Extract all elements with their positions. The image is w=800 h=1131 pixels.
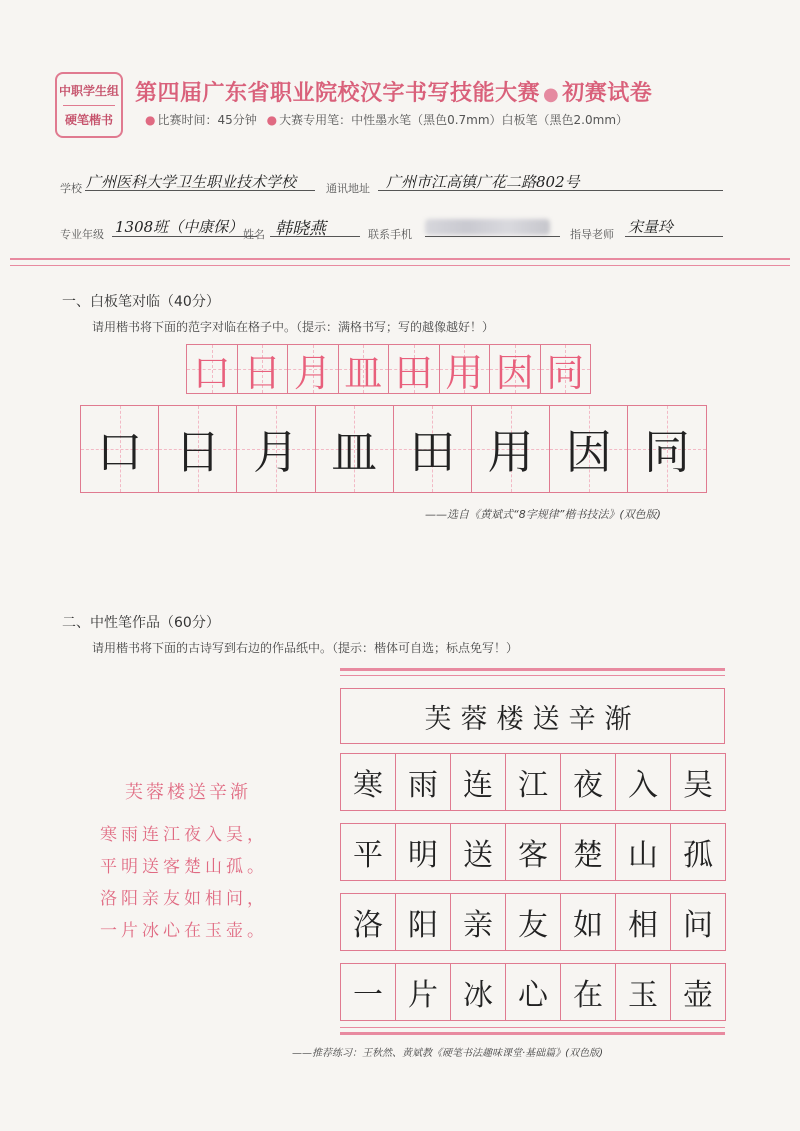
header-divider-thin [10, 265, 790, 266]
school-underline [85, 190, 315, 191]
bullet-icon: ● [266, 113, 278, 127]
model-char: 田 [394, 350, 433, 395]
practice-char: 因 [565, 425, 612, 479]
model-char-cell [338, 344, 390, 394]
teacher-underline [625, 236, 723, 237]
pen-label: 大赛专用笔：中性墨水笔（黑色0.7mm）白板笔（黑色2.0mm） [279, 113, 629, 127]
work-char-cell: 连 [450, 753, 506, 811]
phone-underline [425, 236, 560, 237]
model-char: 同 [546, 350, 585, 395]
work-char-cell: 相 [615, 893, 671, 951]
work-char-cell: 心 [505, 963, 561, 1021]
time-label: 比赛时间：45分钟 [157, 113, 257, 127]
address-underline [378, 190, 723, 191]
section1-title: 一、白板笔对临（40分） [62, 294, 220, 310]
name-underline [270, 236, 360, 237]
work-char-cell: 江 [505, 753, 561, 811]
practice-char-cell [80, 405, 159, 493]
exam-title-sub: 初赛试卷 [562, 81, 653, 106]
work-char-cell: 楚 [560, 823, 616, 881]
practice-char: 同 [643, 425, 690, 479]
address-label: 通讯地址 [326, 182, 370, 195]
section2-source: ——推荐练习：王秋然、黄斌教《硬笔书法趣味课堂·基础篇》(双色版) [292, 1048, 603, 1059]
practice-char: 月 [252, 425, 299, 479]
badge-bottom-label: 硬笔楷书 [64, 112, 113, 127]
school-label: 学校 [60, 182, 82, 195]
practice-char: 田 [409, 425, 456, 479]
work-char-cell: 阳 [395, 893, 451, 951]
work-frame-top-thin [340, 675, 725, 676]
work-char-cell: 冰 [450, 963, 506, 1021]
title-dot-icon: ● [543, 84, 560, 105]
bullet-icon: ● [145, 113, 156, 127]
work-frame-bottom [340, 1032, 725, 1035]
practice-char-cell [236, 405, 315, 493]
poem-line-4: 一片冰心在玉壶。 [100, 921, 268, 941]
work-char-cell: 雨 [395, 753, 451, 811]
major-value: 1308班（中康保） [115, 218, 244, 236]
work-char-cell: 孤 [670, 823, 726, 881]
model-char: 皿 [344, 350, 383, 395]
work-char-cell: 一 [340, 963, 396, 1021]
section1-source: ——选自《黄斌式“8字规律”楷书技法》(双色版) [425, 508, 661, 521]
practice-char: 口 [96, 425, 143, 479]
poem-title: 芙蓉楼送辛渐 [125, 782, 251, 803]
badge-divider [63, 105, 115, 106]
work-char-cell: 在 [560, 963, 616, 1021]
name-label: 姓名 [243, 228, 265, 241]
work-char-cell: 夜 [560, 753, 616, 811]
work-char-cell: 洛 [340, 893, 396, 951]
practice-char-cell [393, 405, 472, 493]
poem-line-1: 寒雨连江夜入吴， [100, 825, 268, 845]
practice-char: 皿 [331, 425, 378, 479]
work-char-cell: 山 [615, 823, 671, 881]
teacher-label: 指导老师 [570, 228, 614, 241]
practice-char: 日 [174, 425, 221, 479]
section2-instruction: 请用楷书将下面的古诗写到右边的作品纸中。（提示：楷体可自选；标点免写！） [92, 641, 519, 655]
poem-line-3: 洛阳亲友如相问， [100, 889, 268, 909]
practice-char-cell [315, 405, 394, 493]
work-char-cell: 片 [395, 963, 451, 1021]
section1-instruction: 请用楷书将下面的范字对临在格子中。（提示：满格书写；写的越像越好！） [92, 320, 495, 334]
model-char: 月 [293, 350, 332, 395]
work-char-cell: 入 [615, 753, 671, 811]
major-label: 专业年级 [60, 228, 104, 241]
work-char-cell: 问 [670, 893, 726, 951]
poem-line-2: 平明送客楚山孤。 [100, 857, 268, 877]
model-char-cell [388, 344, 440, 394]
model-char-cell [287, 344, 339, 394]
work-char-cell: 友 [505, 893, 561, 951]
exam-title [135, 76, 652, 107]
work-char-cell: 送 [450, 823, 506, 881]
group-badge [55, 72, 123, 138]
model-char: 因 [495, 350, 534, 395]
work-char-cell: 玉 [615, 963, 671, 1021]
work-frame-bottom-thin [340, 1027, 725, 1028]
school-value: 广州医科大学卫生职业技术学校 [86, 173, 297, 191]
work-char-cell: 亲 [450, 893, 506, 951]
teacher-value: 宋量玲 [628, 218, 674, 236]
phone-blurred-value [425, 219, 550, 235]
major-underline [112, 236, 257, 237]
header-divider [10, 258, 790, 260]
model-char-cell [237, 344, 289, 394]
work-char-cell: 寒 [340, 753, 396, 811]
model-char: 日 [243, 350, 282, 395]
work-char-cell: 如 [560, 893, 616, 951]
exam-subtitle [145, 111, 628, 128]
work-char-cell: 明 [395, 823, 451, 881]
address-value: 广州市江高镇广花二路802号 [386, 173, 580, 191]
phone-label: 联系手机 [368, 228, 412, 241]
model-char: 口 [192, 350, 231, 395]
model-char-cell [186, 344, 238, 394]
practice-char-cell [549, 405, 628, 493]
work-char-cell: 壶 [670, 963, 726, 1021]
practice-char: 用 [487, 425, 534, 479]
model-char-cell [540, 344, 592, 394]
practice-char-cell [471, 405, 550, 493]
work-char-cell: 平 [340, 823, 396, 881]
name-value: 韩晓燕 [275, 219, 326, 239]
work-char-cell: 吴 [670, 753, 726, 811]
work-char-cell: 客 [505, 823, 561, 881]
section2-title: 二、中性笔作品（60分） [62, 615, 220, 631]
model-char: 用 [445, 350, 484, 395]
model-char-cell [489, 344, 541, 394]
badge-top-label: 中职学生组 [58, 83, 119, 98]
practice-char-cell [158, 405, 237, 493]
model-char-cell [439, 344, 491, 394]
work-title-box: 芙蓉楼送辛渐 [340, 688, 725, 744]
exam-title-main: 第四届广东省职业院校汉字书写技能大赛 [135, 81, 541, 106]
practice-char-cell [627, 405, 706, 493]
work-frame-top [340, 668, 725, 671]
